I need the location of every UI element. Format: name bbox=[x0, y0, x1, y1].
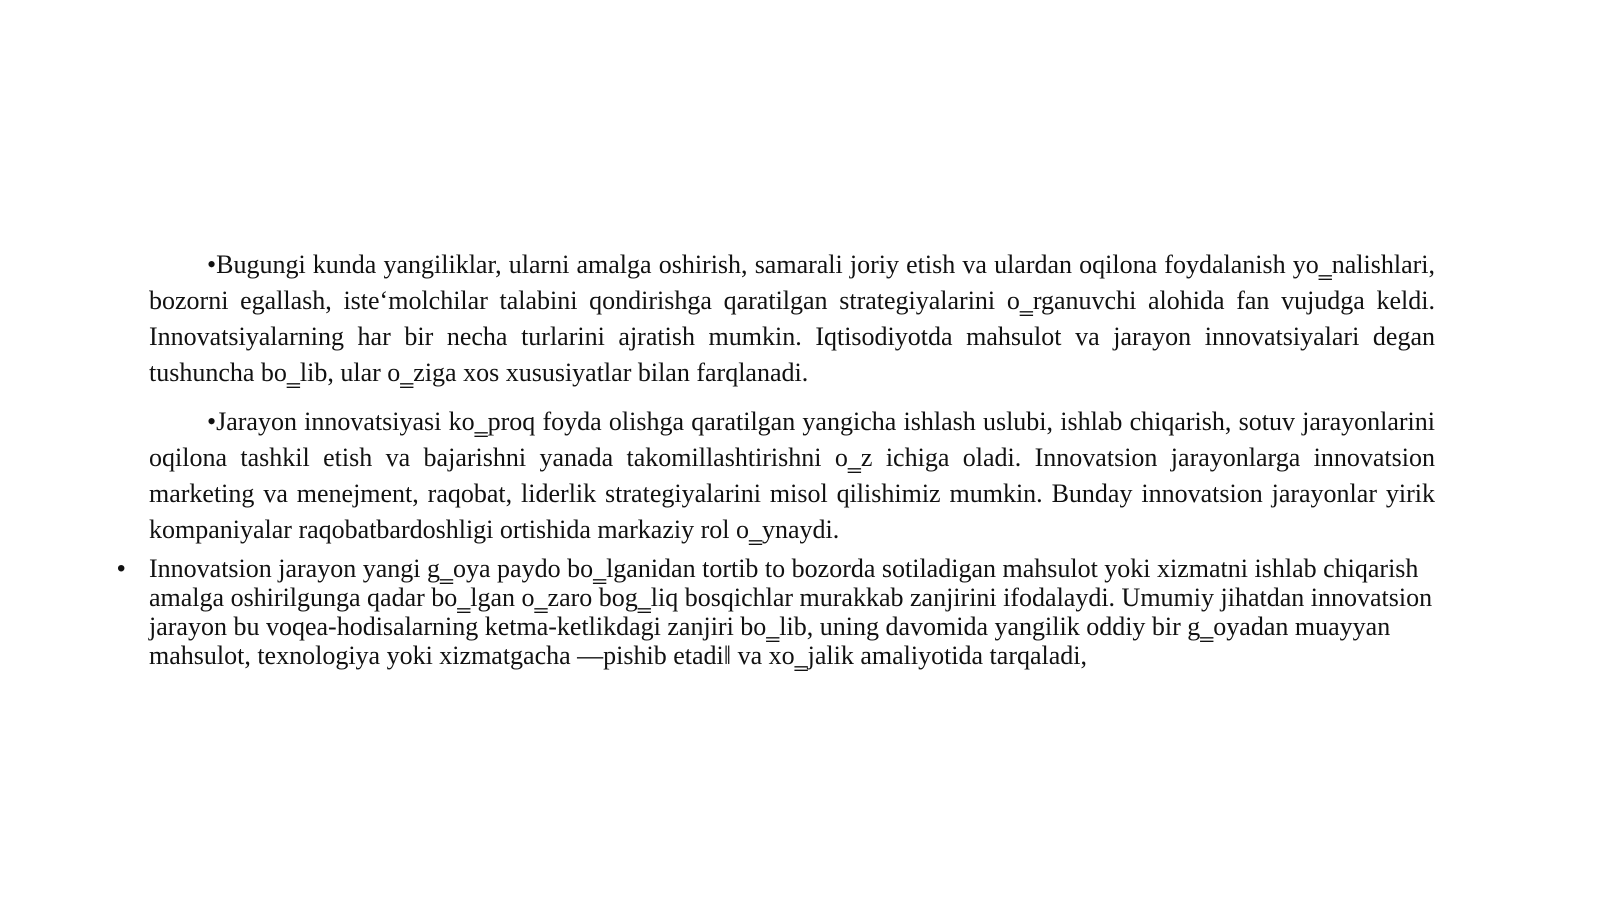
bullet-list-item bbox=[117, 554, 1435, 670]
bullet-marker: • bbox=[117, 555, 126, 582]
paragraph-process-innovation: •Jarayon innovatsiyasi ko‗proq foyda olishga qaratilgan yangicha ishlash uslubi, ishlab chiqarish, sotuv jarayonlarini oqilona tashkil etish va bajarishni yanada takomillashtirishni o‗z ichiga oladi. Innovatsion jarayonlarga innovatsion marketing va menejment, raqobat, liderlik strategiyalarini misol qilishimiz mumkin. Bunday innovatsion jarayonlar yirik kompaniyalar raqobatbardoshligi ortishida markaziy rol o‗ynaydi. bbox=[149, 407, 1435, 544]
paragraph-innovation-science: •Bugungi kunda yangiliklar, ularni amalga oshirish, samarali joriy etish va ulardan oqilona foydalanish yo‗nalishlari, bozorni egallash, iste‘molchilar talabini qondirishga qaratilgan strategiyalarini o‗rganuvchi alohida fan vujudga keldi. Innovatsiyalarning har bir necha turlarini ajratish mumkin. Iqtisodiyotda mahsulot va jarayon innovatsiyalari degan tushuncha bo‗lib, ular o‗ziga xos xususiyatlar bilan farqlanadi. bbox=[149, 250, 1435, 387]
slide-body bbox=[117, 247, 1435, 670]
bullet-text-innovation-process: Innovatsion jarayon yangi g‗oya paydo bo‗lganidan tortib to bozorda sotiladigan mahsulot yoki xizmatni ishlab chiqarish amalga oshirilgunga qadar bo‗lgan o‗zaro bog‗liq bosqichlar murakkab zanjirini ifodalaydi. Umumiy jihatdan innovatsion jarayon bu voqea-hodisalarning ketma-ketlikdagi zanjiri bo‗lib, uning davomida yangilik oddiy bir g‗oyadan muayyan mahsulot, texnologiya yoki xizmatgacha ―pishib etadi‖ va xo‗jalik amaliyotida tarqaladi, bbox=[149, 554, 1433, 670]
